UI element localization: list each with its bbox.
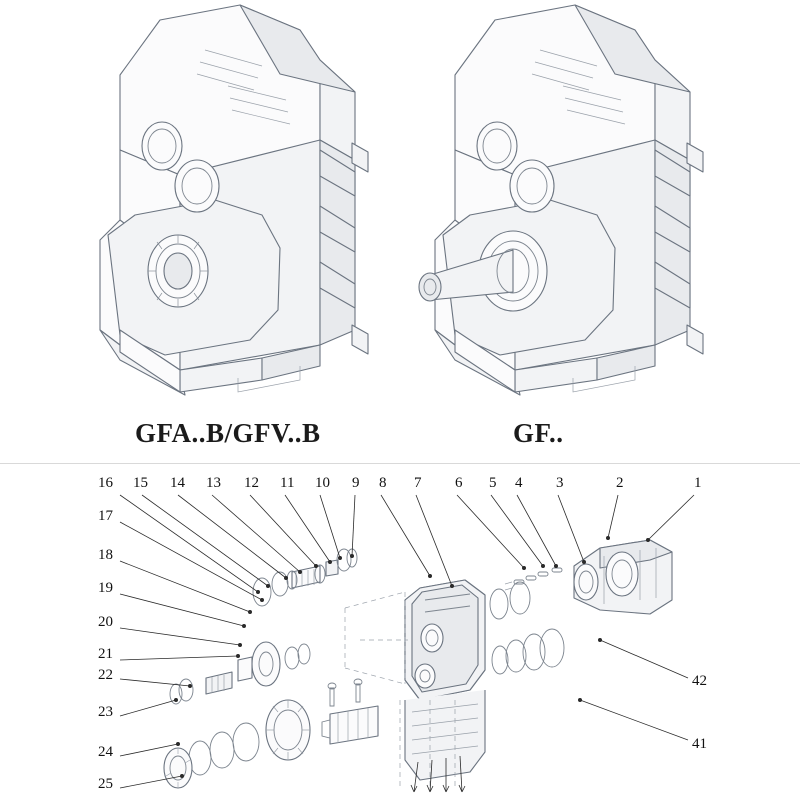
leader-line-16 [120, 495, 258, 592]
leader-line-19 [120, 594, 244, 626]
leader-dot-23 [174, 698, 177, 701]
callout-number-11: 11 [280, 475, 295, 491]
leader-line-12 [250, 495, 316, 566]
leader-dot-15 [266, 584, 269, 587]
leader-line-20 [120, 628, 240, 645]
callout-number-25: 25 [98, 776, 113, 792]
leader-dot-7 [450, 584, 453, 587]
leader-line-2 [608, 495, 618, 538]
callout-number-17: 17 [98, 508, 113, 524]
leader-line-5 [491, 495, 543, 566]
callout-number-19: 19 [98, 580, 113, 596]
leader-line-4 [517, 495, 556, 566]
callout-number-18: 18 [98, 547, 113, 563]
callout-number-22: 22 [98, 667, 113, 683]
leader-line-22 [120, 679, 190, 686]
callout-number-7: 7 [414, 475, 422, 491]
leader-dot-25 [180, 774, 183, 777]
leader-line-6 [457, 495, 524, 568]
callout-number-12: 12 [244, 475, 259, 491]
leader-dot-21 [236, 654, 239, 657]
leader-dot-8 [428, 574, 431, 577]
leader-dot-18 [248, 610, 251, 613]
callout-number-8: 8 [379, 475, 387, 491]
callout-number-6: 6 [455, 475, 463, 491]
callout-number-42: 42 [692, 673, 707, 689]
leader-dot-17 [260, 598, 263, 601]
leader-dot-16 [256, 590, 259, 593]
callout-number-1: 1 [694, 475, 702, 491]
callout-number-24: 24 [98, 744, 113, 760]
leader-line-8 [381, 495, 430, 576]
leader-dot-1 [646, 538, 649, 541]
leader-dot-6 [522, 566, 525, 569]
leader-line-13 [212, 495, 300, 572]
leader-dot-41 [578, 698, 581, 701]
leader-line-10 [320, 495, 340, 558]
callout-number-14: 14 [170, 475, 185, 491]
callout-number-21: 21 [98, 646, 113, 662]
leader-dot-10 [338, 556, 341, 559]
callout-number-16: 16 [98, 475, 113, 491]
callout-number-20: 20 [98, 614, 113, 630]
exploded-assembly [164, 540, 672, 792]
callout-number-2: 2 [616, 475, 624, 491]
leader-dot-3 [582, 560, 585, 563]
leader-dot-22 [188, 684, 191, 687]
leader-dot-14 [284, 576, 287, 579]
gearbox-view-right [419, 5, 703, 395]
leader-dot-2 [606, 536, 609, 539]
leader-dot-42 [598, 638, 601, 641]
leader-dot-19 [242, 624, 245, 627]
leader-dot-20 [238, 643, 241, 646]
leader-line-42 [600, 640, 688, 678]
leader-line-1 [648, 495, 694, 540]
leader-dot-13 [298, 570, 301, 573]
section-divider [0, 463, 800, 464]
leader-dot-4 [554, 564, 557, 567]
callout-number-4: 4 [515, 475, 523, 491]
callout-number-13: 13 [206, 475, 221, 491]
callout-number-41: 41 [692, 736, 707, 752]
callout-number-23: 23 [98, 704, 113, 720]
leader-line-18 [120, 561, 250, 612]
callout-number-5: 5 [489, 475, 497, 491]
leader-line-14 [178, 495, 286, 578]
caption-left: GFA..B/GFV..B [135, 418, 321, 448]
leader-line-9 [352, 495, 355, 556]
leader-dot-11 [328, 560, 331, 563]
callout-number-15: 15 [133, 475, 148, 491]
leader-line-7 [416, 495, 452, 586]
callout-number-10: 10 [315, 475, 330, 491]
leader-line-3 [558, 495, 584, 562]
callout-number-3: 3 [556, 475, 564, 491]
leader-line-41 [580, 700, 688, 740]
leader-line-23 [120, 700, 176, 716]
leader-line-21 [120, 656, 238, 660]
caption-right: GF.. [513, 418, 564, 448]
leader-dot-5 [541, 564, 544, 567]
leader-dot-12 [314, 564, 317, 567]
leader-line-17 [120, 522, 262, 600]
callout-number-9: 9 [352, 475, 360, 491]
gearbox-view-left [100, 5, 368, 395]
leader-dot-24 [176, 742, 179, 745]
leader-dot-9 [350, 554, 353, 557]
leader-line-15 [142, 495, 268, 586]
